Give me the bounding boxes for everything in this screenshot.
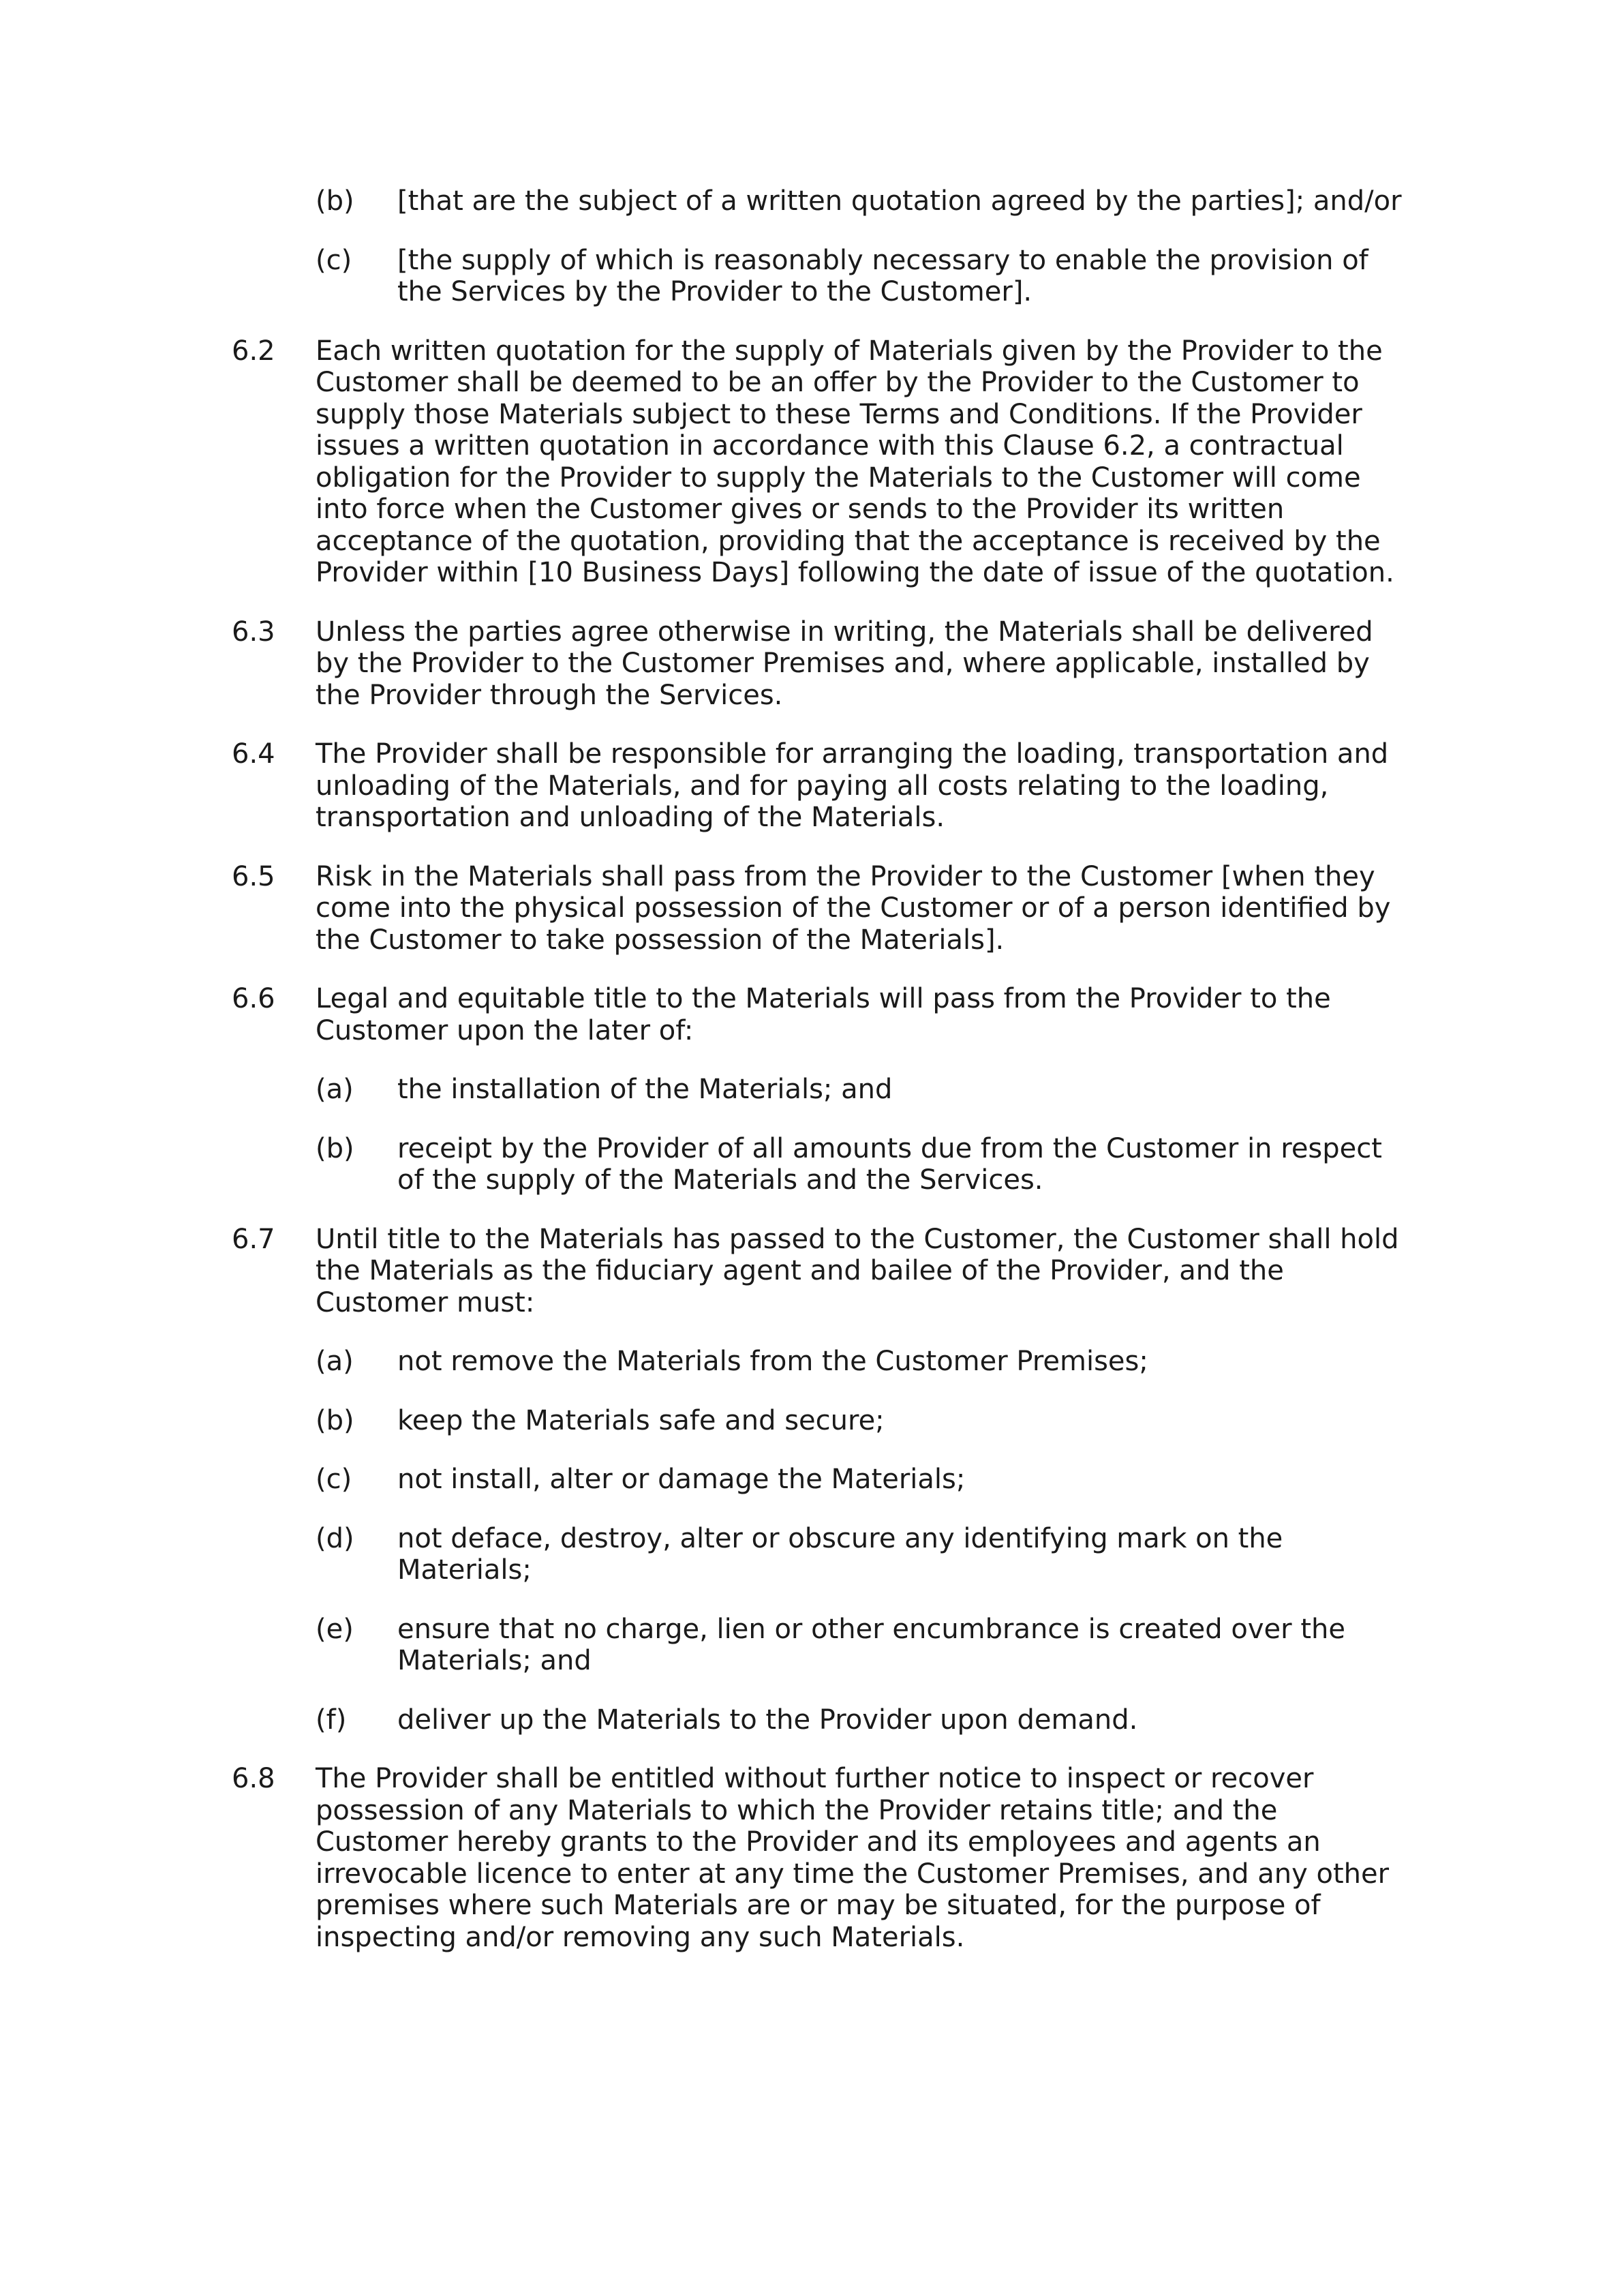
clause-text: The Provider shall be responsible for arranging the loading, transportation and unloading of the Materials, and for paying all costs relating to the loading, transportation and unloading of the Materials. xyxy=(316,738,1389,833)
subclause-b xyxy=(232,1405,1404,1437)
subclause-b xyxy=(232,1133,1404,1196)
clause-6-6 xyxy=(232,983,1404,1046)
clause-text: Each written quotation for the supply of Materials given by the Provider to the Customer shall be deemed to be an offer by the Provider to the Customer to supply those Materials subject to these Terms and Conditions. If the Provider issues a written quotation in accordance with this Clause 6.2, a contractual obligation for the Provider to supply the Materials to the Customer will come into force when the Customer gives or sends to the Provider its written acceptance of the quotation, providing that the acceptance is received by the Provider within [10 Business Days] following the date of issue of the quotation. xyxy=(316,335,1394,588)
subclause-f xyxy=(232,1704,1404,1736)
subclause-c xyxy=(232,1464,1404,1496)
clause-6-7 xyxy=(232,1224,1404,1319)
clause-number: 6.6 xyxy=(232,983,275,1014)
clause-6-2 xyxy=(232,335,1404,589)
clause-text: Unless the parties agree otherwise in writing, the Materials shall be delivered by the Provider to the Customer Premises and, where applicable, installed by the Provider through the Services. xyxy=(316,616,1373,711)
document-body xyxy=(232,185,1404,1980)
subclause-text: keep the Materials safe and secure; xyxy=(397,1404,885,1436)
clause-number: 6.7 xyxy=(232,1223,275,1255)
clause-text: Until title to the Materials has passed to the Customer, the Customer shall hold the Materials as the fiduciary agent and bailee of the Provider, and the Customer must: xyxy=(316,1223,1399,1318)
clause-6-4 xyxy=(232,738,1404,834)
clause-6-5 xyxy=(232,861,1404,956)
clause-6-8 xyxy=(232,1763,1404,1953)
clause-number: 6.2 xyxy=(232,335,275,367)
subclause-text: [the supply of which is reasonably necessary to enable the provision of the Services by the Provider to the Customer]. xyxy=(397,244,1368,307)
clause-text: The Provider shall be entitled without further notice to inspect or recover possession of any Materials to which the Provider retains title; and the Customer hereby grants to the Provider and its employees and agents an irrevocable licence to enter at any time the Customer Premises, and any other premises where such Materials are or may be situated, for the purpose of inspecting and/or removing any such Materials. xyxy=(316,1763,1390,1953)
subclause-a xyxy=(232,1074,1404,1106)
subclause-c xyxy=(232,245,1404,308)
subclause-text: not install, alter or damage the Materials; xyxy=(397,1464,966,1495)
clause-number: 6.5 xyxy=(232,860,275,892)
subclause-number: (a) xyxy=(316,1074,354,1105)
subclause-number: (d) xyxy=(316,1522,354,1554)
subclause-number: (f) xyxy=(316,1704,347,1736)
subclause-number: (c) xyxy=(316,244,352,276)
subclause-number: (c) xyxy=(316,1464,352,1495)
subclause-text: not deface, destroy, alter or obscure any identifying mark on the Materials; xyxy=(397,1522,1283,1586)
subclause-b xyxy=(232,185,1404,217)
clause-text: Risk in the Materials shall pass from the Provider to the Customer [when they come into the physical possession of the Customer or of a person identified by the Customer to take possession of the Materials]. xyxy=(316,860,1391,956)
subclause-text: [that are the subject of a written quotation agreed by the parties]; and/or xyxy=(397,185,1402,217)
subclause-a xyxy=(232,1346,1404,1378)
subclause-e xyxy=(232,1614,1404,1677)
subclause-number: (e) xyxy=(316,1613,354,1645)
subclause-text: not remove the Materials from the Customer Premises; xyxy=(397,1346,1148,1377)
subclause-text: deliver up the Materials to the Provider upon demand. xyxy=(397,1704,1138,1736)
clause-number: 6.4 xyxy=(232,738,275,770)
subclause-d xyxy=(232,1523,1404,1586)
subclause-number: (a) xyxy=(316,1346,354,1377)
clause-6-3 xyxy=(232,616,1404,712)
clause-text: Legal and equitable title to the Materials will pass from the Provider to the Customer upon the later of: xyxy=(316,983,1331,1046)
subclause-text: ensure that no charge, lien or other encumbrance is created over the Materials; and xyxy=(397,1613,1345,1676)
clause-number: 6.3 xyxy=(232,616,275,648)
subclause-text: the installation of the Materials; and xyxy=(397,1074,893,1105)
subclause-number: (b) xyxy=(316,1404,354,1436)
subclause-text: receipt by the Provider of all amounts due from the Customer in respect of the supply of the Materials and the Services. xyxy=(397,1132,1382,1196)
clause-number: 6.8 xyxy=(232,1763,275,1794)
subclause-number: (b) xyxy=(316,1132,354,1164)
subclause-number: (b) xyxy=(316,185,354,217)
